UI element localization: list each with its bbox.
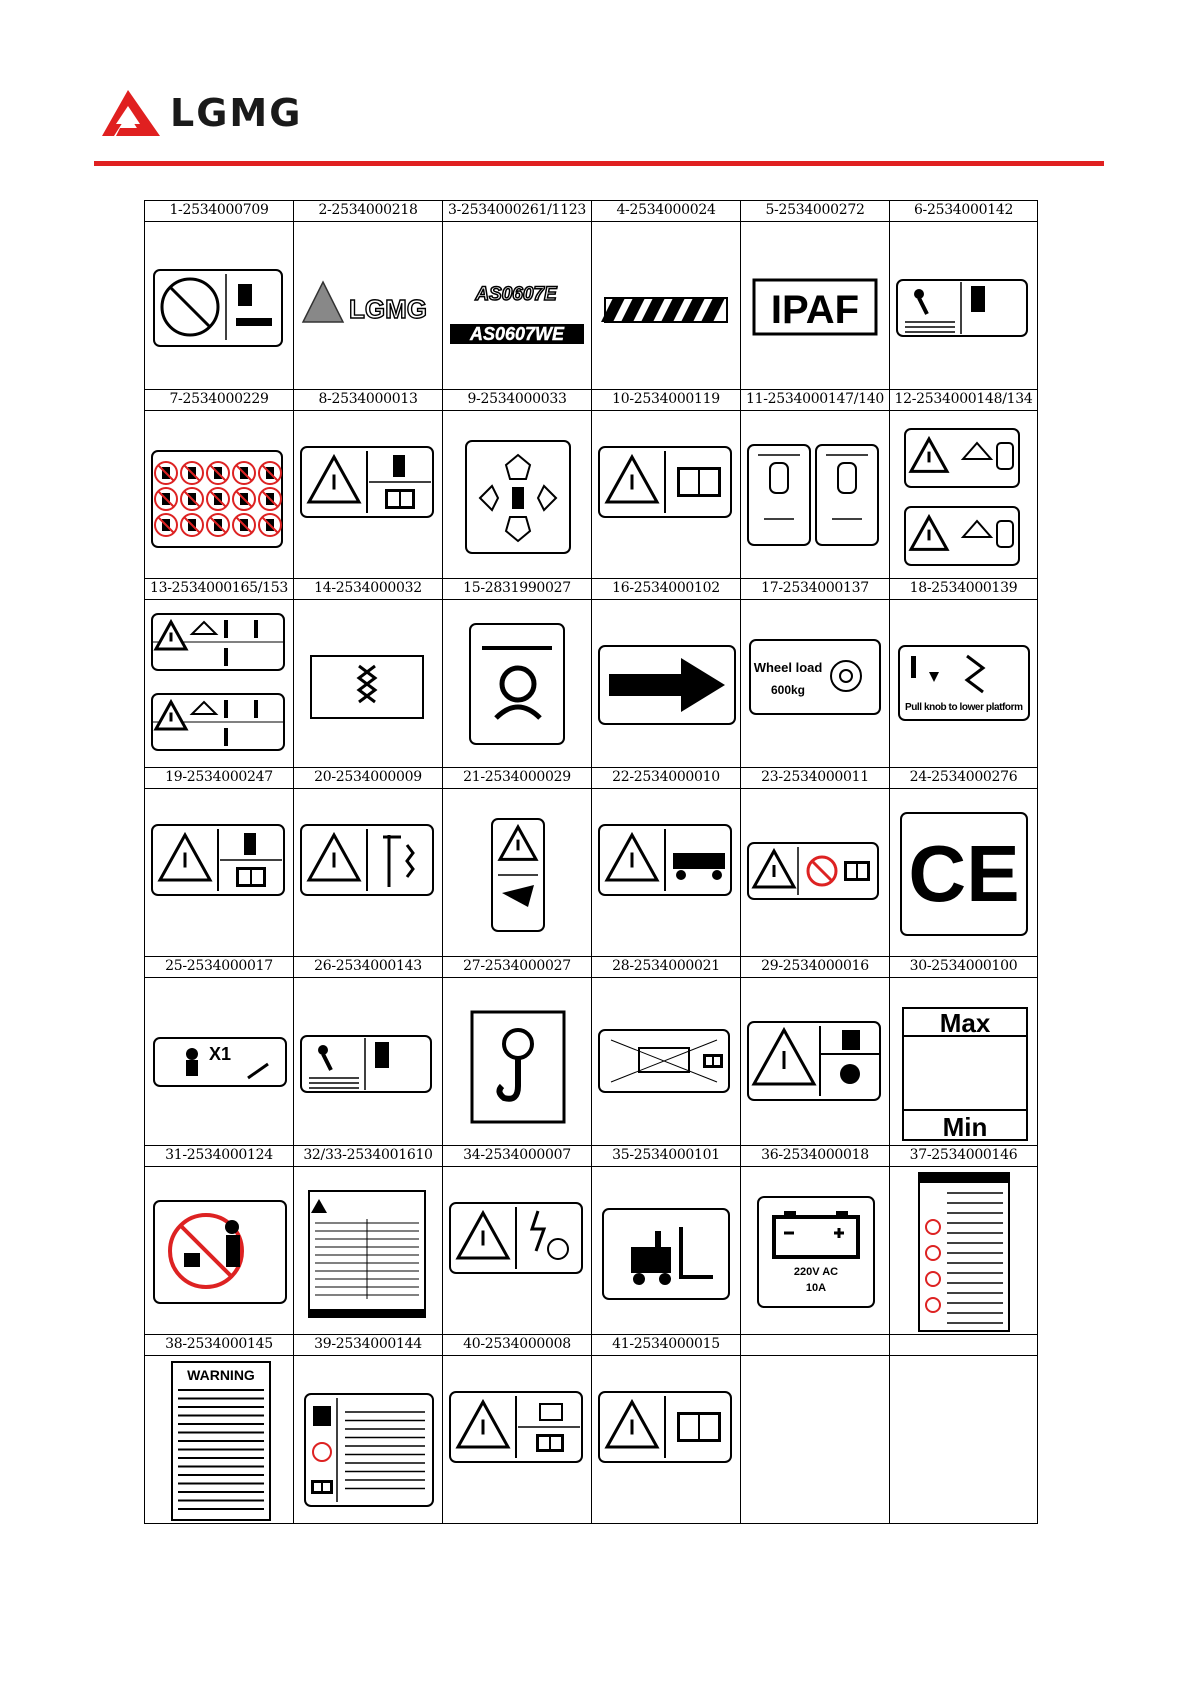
sticker-cell bbox=[889, 200, 1038, 389]
transport-icon bbox=[595, 789, 737, 956]
sticker-image bbox=[443, 978, 591, 1145]
header-divider bbox=[94, 161, 1104, 166]
sticker-image bbox=[145, 789, 293, 956]
svg-text:AS0607E: AS0607E bbox=[475, 284, 557, 305]
sticker-code: 41-2534000015 bbox=[592, 1334, 740, 1356]
lgmg-logo-icon bbox=[100, 88, 164, 138]
sticker-code: 9-2534000033 bbox=[443, 389, 591, 411]
sticker-code: 11-2534000147/140 bbox=[741, 389, 889, 411]
sticker-cell bbox=[442, 767, 591, 956]
sticker-code: 22-2534000010 bbox=[592, 767, 740, 789]
forklift-icon bbox=[595, 1167, 737, 1334]
svg-text:CE: CE bbox=[907, 829, 1020, 918]
sticker-code: 14-2534000032 bbox=[294, 578, 442, 600]
sticker-cell bbox=[442, 200, 591, 389]
sticker-table bbox=[144, 200, 1038, 1524]
sticker-image bbox=[592, 1167, 740, 1334]
sticker-image bbox=[592, 789, 740, 956]
max-min-icon bbox=[893, 978, 1035, 1145]
sticker-image bbox=[890, 1356, 1037, 1524]
svg-text:WARNING: WARNING bbox=[187, 1367, 255, 1383]
sticker-code: 19-2534000247 bbox=[145, 767, 293, 789]
sticker-image bbox=[741, 411, 889, 578]
tie-down-icon bbox=[446, 600, 588, 767]
manual-force-icon bbox=[744, 411, 886, 578]
text-panel-icon bbox=[893, 1167, 1035, 1334]
sticker-code: 40-2534000008 bbox=[443, 1334, 591, 1356]
sticker-code: 4-2534000024 bbox=[592, 200, 740, 222]
sticker-code bbox=[890, 1334, 1037, 1356]
sticker-image bbox=[741, 222, 889, 389]
sticker-cell bbox=[740, 767, 889, 956]
sticker-image bbox=[443, 1167, 591, 1334]
svg-text:Wheel load: Wheel load bbox=[753, 660, 823, 675]
sticker-image bbox=[145, 222, 293, 389]
vertical-warning-icon bbox=[446, 789, 588, 956]
sticker-image bbox=[890, 978, 1037, 1145]
sticker-code: 28-2534000021 bbox=[592, 956, 740, 978]
sticker-cell bbox=[889, 389, 1038, 578]
no-smoking-icon bbox=[744, 789, 886, 956]
sticker-image bbox=[145, 1167, 293, 1334]
sticker-code: 23-2534000011 bbox=[741, 767, 889, 789]
battery-voltage-icon bbox=[744, 1167, 886, 1334]
collision-icon bbox=[297, 789, 439, 956]
sticker-cell bbox=[889, 1145, 1038, 1334]
battery-manual-icon bbox=[446, 1356, 588, 1523]
sticker-code: 38-2534000145 bbox=[145, 1334, 293, 1356]
sticker-code: 26-2534000143 bbox=[294, 956, 442, 978]
sticker-cell bbox=[740, 1145, 889, 1334]
sticker-code: 2-2534000218 bbox=[294, 200, 442, 222]
sticker-image bbox=[145, 1356, 293, 1524]
sticker-row bbox=[144, 1145, 1038, 1334]
sticker-code: 37-2534000146 bbox=[890, 1145, 1037, 1167]
svg-text:600kg: 600kg bbox=[770, 683, 806, 697]
sticker-row bbox=[144, 956, 1038, 1145]
tip-over-icon bbox=[744, 978, 886, 1145]
emergency-lower-icon bbox=[893, 600, 1035, 767]
prohibition-grid-icon bbox=[148, 411, 290, 578]
sticker-code: 10-2534000119 bbox=[592, 389, 740, 411]
sticker-image bbox=[890, 411, 1037, 578]
sticker-row bbox=[144, 200, 1038, 389]
svg-text:Pull knob to lower platform: Pull knob to lower platform bbox=[904, 702, 1023, 713]
scissor-icon bbox=[297, 600, 439, 767]
sticker-image bbox=[741, 1356, 889, 1524]
sticker-cell bbox=[144, 578, 293, 767]
svg-text:10A: 10A bbox=[805, 1282, 827, 1294]
sticker-image bbox=[443, 789, 591, 956]
sticker-image bbox=[890, 1167, 1037, 1334]
warning-text-icon bbox=[148, 1356, 290, 1523]
sticker-image bbox=[294, 600, 442, 767]
lifting-hook-icon bbox=[446, 978, 588, 1145]
svg-text:LGMG: LGMG bbox=[349, 294, 427, 324]
sticker-image bbox=[592, 411, 740, 578]
nameplate-icon bbox=[297, 1167, 439, 1334]
no-crush-icon bbox=[148, 222, 290, 389]
svg-text:IPAF: IPAF bbox=[770, 288, 860, 332]
sticker-cell bbox=[442, 1145, 591, 1334]
sticker-row bbox=[144, 578, 1038, 767]
sticker-image bbox=[294, 411, 442, 578]
svg-text:Min: Min bbox=[942, 1112, 987, 1142]
sticker-image bbox=[443, 411, 591, 578]
hazard-stripe-icon bbox=[595, 222, 737, 389]
sticker-code: 20-2534000009 bbox=[294, 767, 442, 789]
sticker-code: 35-2534000101 bbox=[592, 1145, 740, 1167]
sticker-code: 31-2534000124 bbox=[145, 1145, 293, 1167]
sticker-cell bbox=[591, 767, 740, 956]
sticker-code: 3-2534000261/1123 bbox=[443, 200, 591, 222]
sticker-cell bbox=[144, 767, 293, 956]
sticker-cell bbox=[442, 389, 591, 578]
drive-direction-icon bbox=[446, 411, 588, 578]
single-person-icon bbox=[148, 978, 290, 1145]
crushing-hazard-icon bbox=[893, 222, 1035, 389]
sticker-cell bbox=[293, 578, 442, 767]
sticker-cell bbox=[442, 956, 591, 1145]
sticker-cell bbox=[889, 767, 1038, 956]
sticker-code: 27-2534000027 bbox=[443, 956, 591, 978]
sticker-cell bbox=[740, 200, 889, 389]
wheel-load-icon bbox=[744, 600, 886, 767]
warning-manual-icon bbox=[148, 789, 290, 956]
sticker-cell bbox=[591, 1334, 740, 1524]
sticker-image bbox=[741, 600, 889, 767]
sticker-code: 36-2534000018 bbox=[741, 1145, 889, 1167]
sticker-image bbox=[741, 1167, 889, 1334]
svg-text:Max: Max bbox=[939, 1008, 990, 1038]
sticker-row bbox=[144, 1334, 1038, 1524]
sticker-code: 15-2831990027 bbox=[443, 578, 591, 600]
sticker-image bbox=[890, 600, 1037, 767]
sticker-cell bbox=[740, 578, 889, 767]
sticker-cell bbox=[144, 956, 293, 1145]
sticker-cell bbox=[293, 956, 442, 1145]
sticker-image bbox=[443, 600, 591, 767]
sticker-code: 18-2534000139 bbox=[890, 578, 1037, 600]
sticker-code: 24-2534000276 bbox=[890, 767, 1037, 789]
brand-header bbox=[100, 88, 302, 138]
read-manual-icon bbox=[595, 1356, 737, 1523]
electrocution-icon bbox=[446, 1167, 588, 1334]
sticker-code: 13-2534000165/153 bbox=[145, 578, 293, 600]
sticker-cell bbox=[740, 956, 889, 1145]
sticker-image bbox=[145, 411, 293, 578]
sticker-image bbox=[145, 600, 293, 767]
sticker-cell bbox=[293, 1145, 442, 1334]
warning-manual-icon bbox=[297, 411, 439, 578]
sticker-image bbox=[592, 600, 740, 767]
sticker-cell bbox=[591, 200, 740, 389]
sticker-code bbox=[741, 1334, 889, 1356]
svg-text:AS0607WE: AS0607WE bbox=[469, 324, 565, 344]
sticker-cell bbox=[293, 767, 442, 956]
sticker-image bbox=[592, 1356, 740, 1524]
lgmg-logo-icon bbox=[297, 222, 439, 389]
sticker-image bbox=[592, 978, 740, 1145]
sticker-image bbox=[443, 222, 591, 389]
indoor-outdoor-icon bbox=[893, 411, 1035, 578]
crushing-hazard-icon bbox=[297, 978, 439, 1145]
sticker-cell bbox=[889, 578, 1038, 767]
ce-mark-icon bbox=[893, 789, 1035, 956]
sticker-image bbox=[890, 222, 1037, 389]
sticker-cell bbox=[293, 200, 442, 389]
sticker-code: 29-2534000016 bbox=[741, 956, 889, 978]
arrow-icon bbox=[595, 600, 737, 767]
sticker-cell bbox=[293, 1334, 442, 1524]
sticker-cell bbox=[740, 1334, 889, 1524]
sticker-cell bbox=[144, 1145, 293, 1334]
ipaf-icon bbox=[744, 222, 886, 389]
no-wash-icon bbox=[148, 1167, 290, 1334]
sticker-code: 34-2534000007 bbox=[443, 1145, 591, 1167]
sticker-image bbox=[294, 978, 442, 1145]
sticker-cell bbox=[144, 1334, 293, 1524]
sticker-image bbox=[592, 222, 740, 389]
sticker-image bbox=[741, 789, 889, 956]
sticker-code: 8-2534000013 bbox=[294, 389, 442, 411]
sticker-cell bbox=[144, 389, 293, 578]
sticker-row bbox=[144, 389, 1038, 578]
explosion-hazard-icon bbox=[297, 1356, 439, 1523]
sticker-cell bbox=[591, 956, 740, 1145]
sticker-cell bbox=[889, 956, 1038, 1145]
sticker-image bbox=[294, 1356, 442, 1524]
sticker-image bbox=[294, 222, 442, 389]
sticker-code: 12-2534000148/134 bbox=[890, 389, 1037, 411]
model-name-icon bbox=[446, 222, 588, 389]
sticker-image bbox=[294, 789, 442, 956]
sticker-code: 39-2534000144 bbox=[294, 1334, 442, 1356]
sticker-cell bbox=[889, 1334, 1038, 1524]
read-manual-icon bbox=[595, 411, 737, 578]
svg-text:220V AC: 220V AC bbox=[793, 1266, 839, 1278]
sticker-image bbox=[741, 978, 889, 1145]
sticker-cell bbox=[144, 200, 293, 389]
sticker-code: 16-2534000102 bbox=[592, 578, 740, 600]
sticker-cell bbox=[442, 1334, 591, 1524]
sticker-cell bbox=[740, 389, 889, 578]
sticker-cell bbox=[591, 1145, 740, 1334]
sticker-code: 17-2534000137 bbox=[741, 578, 889, 600]
battery-warning-icon bbox=[595, 978, 737, 1145]
sticker-cell bbox=[293, 389, 442, 578]
sticker-image bbox=[145, 978, 293, 1145]
sticker-code: 6-2534000142 bbox=[890, 200, 1037, 222]
sticker-cell bbox=[442, 578, 591, 767]
brand-name: LGMG bbox=[170, 91, 303, 135]
svg-text:X1: X1 bbox=[208, 1044, 232, 1064]
capacity-icon bbox=[148, 600, 290, 767]
sticker-image bbox=[890, 789, 1037, 956]
sticker-code: 32/33-2534001610 bbox=[294, 1145, 442, 1167]
sticker-cell bbox=[591, 389, 740, 578]
sticker-code: 7-2534000229 bbox=[145, 389, 293, 411]
sticker-code: 1-2534000709 bbox=[145, 200, 293, 222]
sticker-cell bbox=[591, 578, 740, 767]
sticker-code: 25-2534000017 bbox=[145, 956, 293, 978]
sticker-code: 21-2534000029 bbox=[443, 767, 591, 789]
sticker-code: 30-2534000100 bbox=[890, 956, 1037, 978]
sticker-code: 5-2534000272 bbox=[741, 200, 889, 222]
sticker-image bbox=[294, 1167, 442, 1334]
sticker-row bbox=[144, 767, 1038, 956]
sticker-image bbox=[443, 1356, 591, 1524]
